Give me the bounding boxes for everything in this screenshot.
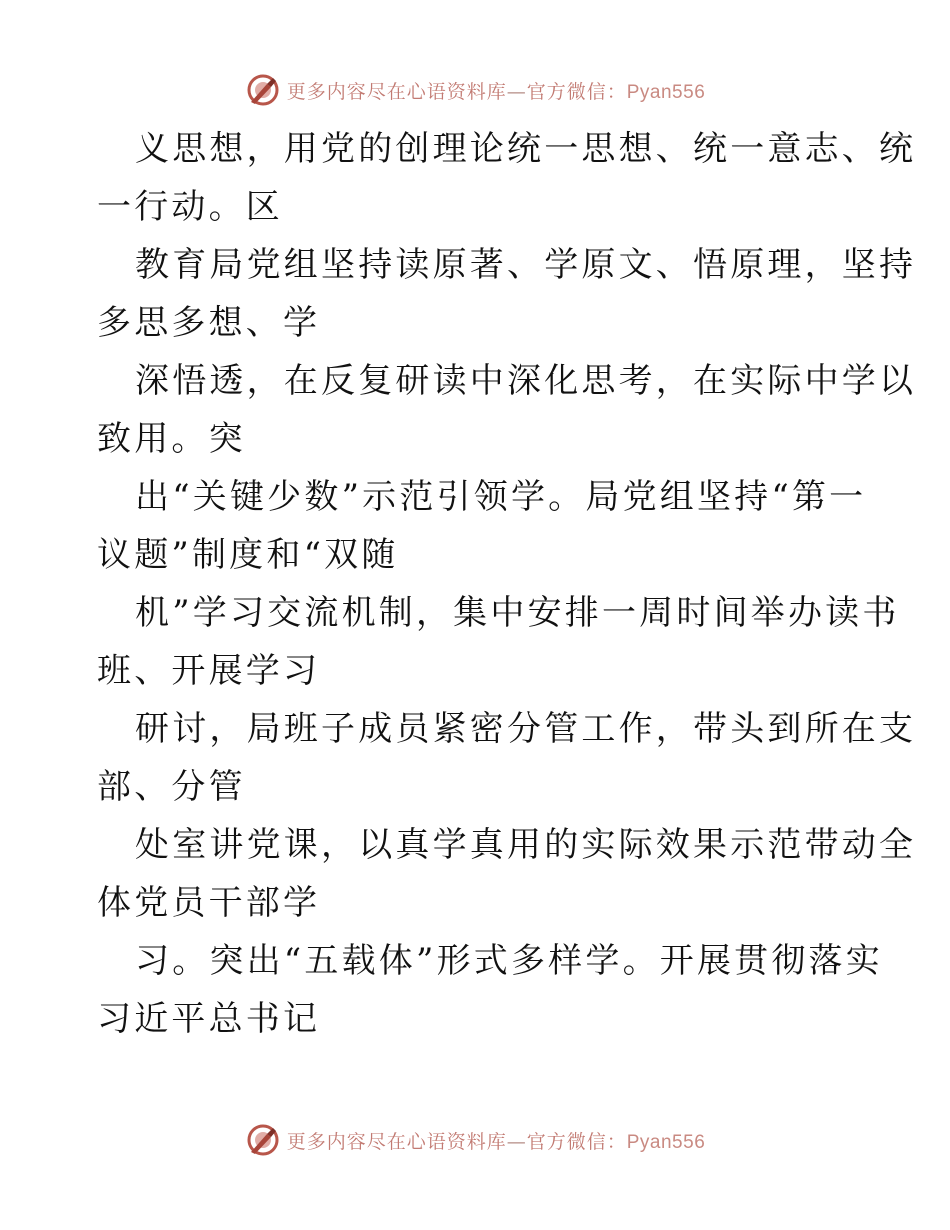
footer-watermark bbox=[0, 1118, 950, 1162]
body-line: 出“关键少数”示范引领学。局党组坚持“第一 bbox=[135, 477, 867, 517]
watermark-text: 更多内容尽在心语资料库—官方微信：Pyan556 bbox=[286, 1130, 706, 1153]
body-line: 议题”制度和“双随 bbox=[97, 535, 399, 575]
body-line: 多思多想、学 bbox=[97, 303, 321, 343]
body-line: 致用。突 bbox=[97, 419, 246, 459]
body-line: 一行动。区 bbox=[97, 187, 283, 227]
body-line: 研讨，局班子成员紧密分管工作，带头到所在支 bbox=[135, 709, 917, 749]
body-line: 义思想，用党的创理论统一思想、统一意志、统 bbox=[135, 129, 917, 169]
body-line: 习。突出“五载体”形式多样学。开展贯彻落实 bbox=[135, 941, 883, 981]
body-line: 深悟透，在反复研读中深化思考，在实际中学以 bbox=[135, 361, 917, 401]
pen-logo-icon bbox=[245, 72, 281, 108]
body-line: 机”学习交流机制，集中安排一周时间举办读书 bbox=[135, 593, 900, 633]
body-line: 习近平总书记 bbox=[97, 999, 321, 1039]
document-body bbox=[97, 120, 917, 1048]
body-line: 班、开展学习 bbox=[97, 651, 321, 691]
watermark-text: 更多内容尽在心语资料库—官方微信：Pyan556 bbox=[286, 80, 706, 103]
body-line: 部、分管 bbox=[97, 767, 246, 807]
body-line: 处室讲党课，以真学真用的实际效果示范带动全 bbox=[135, 825, 917, 865]
body-line: 教育局党组坚持读原著、学原文、悟原理，坚持 bbox=[135, 245, 917, 285]
header-watermark bbox=[0, 68, 950, 112]
body-line: 体党员干部学 bbox=[97, 883, 321, 923]
pen-logo-icon bbox=[245, 1122, 281, 1158]
